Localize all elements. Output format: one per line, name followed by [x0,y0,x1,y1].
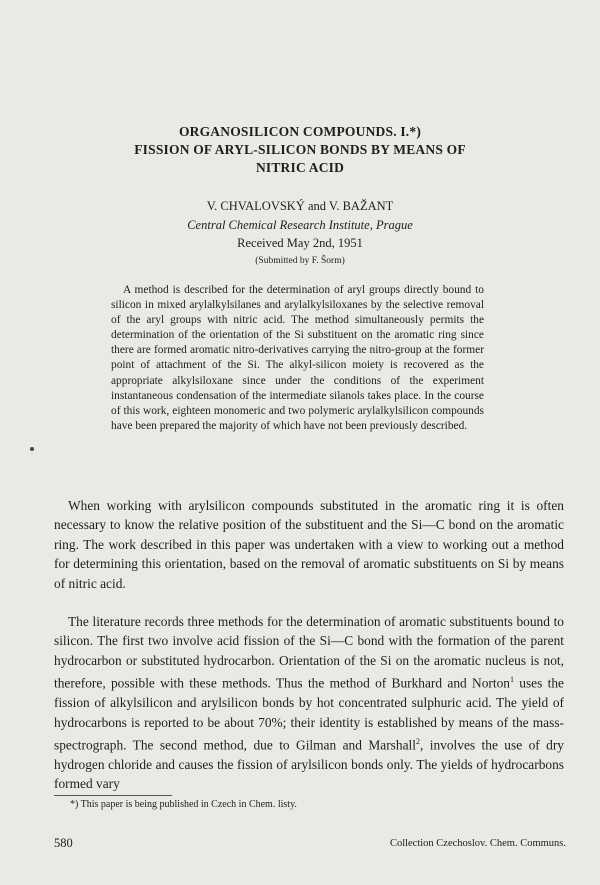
reference-1[interactable]: 1 [509,675,514,685]
paragraph-2-part-1: The literature records three methods for the determination of aromatic substituents bound to silicon. The first two involve acid fission of the Si—C bond with the formation of the parent hydrocarbon or substituted hydrocarbon. Orientation of the Si on the aromatic nucleus is not, therefore, possible with these methods. Thus the method of Burkhard and Norton [54,614,564,691]
journal-name: Collection Czechoslov. Chem. Communs. [389,838,566,849]
paragraph-2-part-3: , involves the use of dry hydrogen chloride and causes the fission of arylsilicon bonds only. The yields of hydrocarbons formed vary [54,737,564,792]
title-line-1: ORGANOSILICON COMPOUNDS. I.*) [178,124,422,139]
scan-speck [30,447,34,451]
paragraph-2 [54,612,564,794]
page-number: 580 [54,836,73,850]
paragraph-2-part-2: uses the fission of alkylsilicon and arylsilicon bonds by hot concentrated sulphuric acid. The yield of hydrocarbons is reported to be about 70%; their identity is established by means of the mass-spectrograph. The second method, due to Gilman and Marshall [54,675,564,753]
footnote: *) This paper is being published in Czech in Chem. listy. [70,799,297,810]
submitted-by: (Submitted by F. Šorm) [255,256,345,266]
reference-2[interactable]: 2 [415,736,420,746]
received-date: Received May 2nd, 1951 [237,236,363,250]
title-line-2: FISSION OF ARYL-SILICON BONDS BY MEANS OF [134,142,466,157]
title-line-3: NITRIC ACID [255,160,345,175]
authors: V. CHVALOVSKÝ and V. BAŽANT [206,199,394,213]
abstract: A method is described for the determination of aryl groups directly bound to silicon in mixed arylalkylsilanes and arylalkylsiloxanes by the selective removal of the aryl groups with nitric acid. The method simultaneously permits the determination of the orientation of the Si substituent on the aromatic ring since there are formed aromatic nitro-derivatives carrying the nitro-group at the former point of attachment of the Si. The alkyl-silicon moiety is recovered as the appropriate alkylsiloxane since under the conditions of the experiment instantaneous condensation of the intermediate silanols takes place. In the course of this work, eighteen monomeric and two polymeric arylalkylsilicon compounds have been prepared the majority of which have not been previously described. [111,284,484,432]
paragraph-1: When working with arylsilicon compounds substituted in the aromatic ring it is often necessary to know the relative position of the substituent and the Si—C bond on the aromatic ring. The work described in this paper was undertaken with a view to working out a method for determining this orientation, based on the removal of aromatic substituents on Si by means of nitric acid. [54,498,564,591]
footnote-rule [54,795,172,796]
affiliation: Central Chemical Research Institute, Prague [187,218,413,232]
